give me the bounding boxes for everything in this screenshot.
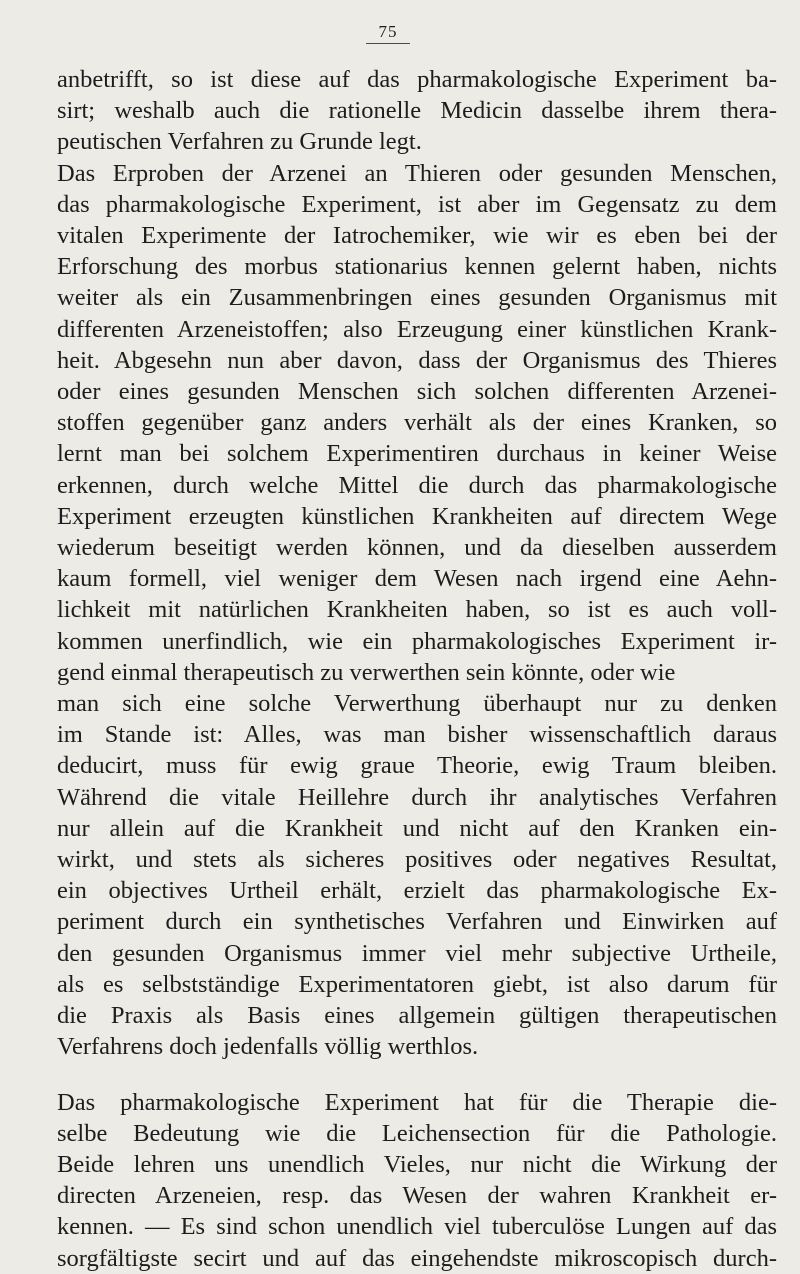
body-text bbox=[57, 64, 777, 1274]
text-line: sorgfältigste secirt und auf das eingehendste mikroscopisch durch- bbox=[57, 1244, 777, 1272]
text-line: Experiment erzeugten künstlichen Krankheiten auf directem Wege bbox=[57, 502, 777, 530]
paragraph-gap bbox=[57, 1063, 777, 1087]
text-line: nur allein auf die Krankheit und nicht auf den Kranken ein- bbox=[57, 814, 777, 842]
text-line: periment durch ein synthetisches Verfahren und Einwirken auf bbox=[57, 908, 777, 936]
text-line: gend einmal therapeutisch zu verwerthen sein könnte, oder wie bbox=[57, 658, 676, 686]
paragraph bbox=[57, 158, 777, 782]
text-line: kennen. — Es sind schon unendlich viel tuberculöse Lungen auf das bbox=[57, 1213, 777, 1241]
text-line: Das pharmakologische Experiment hat für die Therapie die- bbox=[57, 1088, 777, 1116]
page-number: 75 bbox=[378, 22, 398, 41]
text-line: vitalen Experimente der Iatrochemiker, wie wir es eben bei der bbox=[57, 222, 777, 250]
text-line: Das Erproben der Arzenei an Thieren oder gesunden Menschen, bbox=[57, 159, 777, 187]
text-line: oder eines gesunden Menschen sich solchen differenten Arzenei- bbox=[57, 378, 777, 406]
text-line: im Stande ist: Alles, was man bisher wissenschaftlich daraus bbox=[57, 721, 777, 749]
text-line: kommen unerfindlich, wie ein pharmakologisches Experiment ir- bbox=[57, 627, 777, 655]
text-line: deducirt, muss für ewig graue Theorie, ewig Traum bleiben. bbox=[57, 752, 777, 780]
text-line: man sich eine solche Verwerthung überhaupt nur zu denken bbox=[57, 690, 777, 718]
text-line: directen Arzeneien, resp. das Wesen der wahren Krankheit er- bbox=[57, 1182, 777, 1210]
text-line: anbetrifft, so ist diese auf das pharmakologische Experiment ba- bbox=[57, 66, 777, 93]
text-line: wirkt, und stets als sicheres positives oder negatives Resultat, bbox=[57, 846, 777, 874]
text-line: differenten Arzeneistoffen; also Erzeugung einer künstlichen Krank- bbox=[57, 315, 777, 343]
text-line: lernt man bei solchem Experimentiren durchaus in keiner Weise bbox=[57, 440, 777, 468]
text-line: als es selbstständige Experimentatoren giebt, ist also darum für bbox=[57, 970, 777, 998]
text-line: stoffen gegenüber ganz anders verhält als der eines Kranken, so bbox=[57, 409, 777, 437]
text-line: heit. Abgesehn nun aber davon, dass der Organismus des Thieres bbox=[57, 346, 777, 374]
text-line: erkennen, durch welche Mittel die durch das pharmakologische bbox=[57, 471, 777, 499]
text-line: ein objectives Urtheil erhält, erzielt das pharmakologische Ex- bbox=[57, 877, 777, 905]
text-line: sirt; weshalb auch die rationelle Medicin dasselbe ihrem thera- bbox=[57, 97, 777, 125]
text-line: Beide lehren uns unendlich Vieles, nur nicht die Wirkung der bbox=[57, 1150, 777, 1178]
text-line: selbe Bedeutung wie die Leichensection für die Pathologie. bbox=[57, 1119, 777, 1147]
page-number-rule bbox=[366, 43, 410, 44]
text-line: Während die vitale Heillehre durch ihr analytisches Verfahren bbox=[57, 783, 777, 811]
text-line: wiederum beseitigt werden können, und da dieselben ausserdem bbox=[57, 534, 777, 562]
text-line: die Praxis als Basis eines allgemein gültigen therapeutischen bbox=[57, 1002, 777, 1030]
text-line: peutischen Verfahren zu Grunde legt. bbox=[57, 128, 422, 156]
text-line: Verfahrens doch jedenfalls völlig werthlos. bbox=[57, 1033, 479, 1061]
paragraph bbox=[57, 1087, 777, 1274]
text-line: lichkeit mit natürlichen Krankheiten haben, so ist es auch voll- bbox=[57, 596, 777, 624]
paragraph bbox=[57, 782, 777, 1063]
text-line: weiter als ein Zusammenbringen eines gesunden Organismus mit bbox=[57, 284, 777, 312]
paragraph bbox=[57, 64, 777, 158]
text-line: das pharmakologische Experiment, ist aber im Gegensatz zu dem bbox=[57, 190, 777, 218]
text-line: kaum formell, viel weniger dem Wesen nach irgend eine Aehn- bbox=[57, 565, 777, 593]
text-line: Erforschung des morbus stationarius kennen gelernt haben, nichts bbox=[57, 253, 777, 281]
text-line: den gesunden Organismus immer viel mehr subjective Urtheile, bbox=[57, 939, 777, 967]
